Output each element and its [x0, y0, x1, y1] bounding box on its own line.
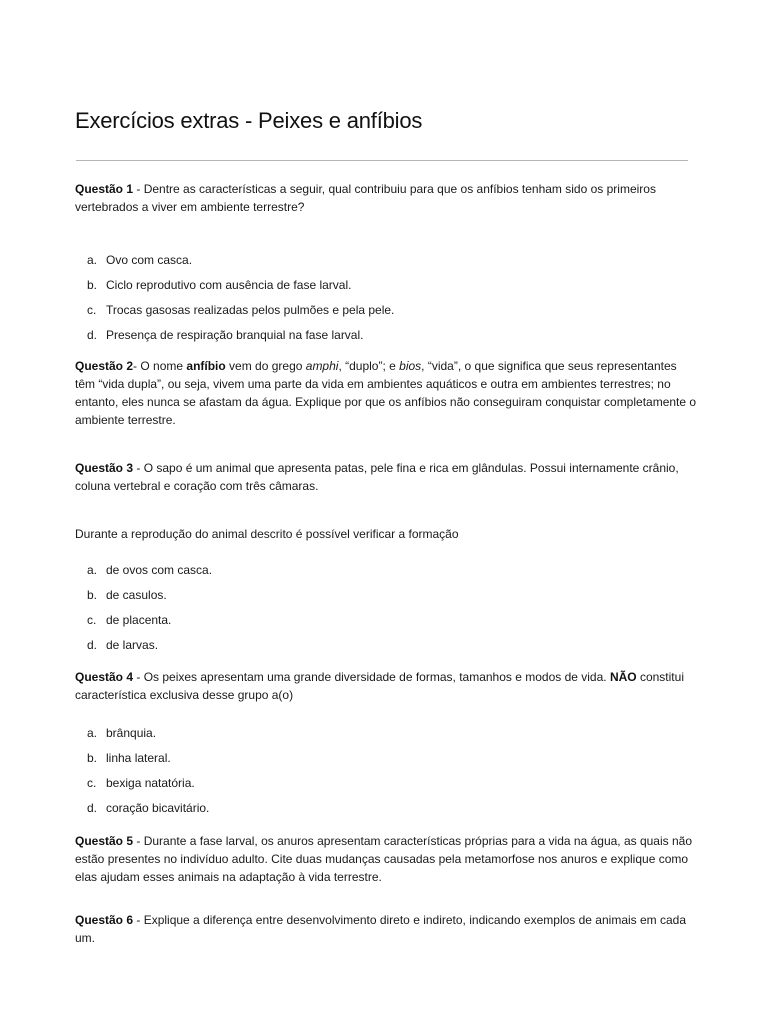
- question-1-text: - Dentre as características a seguir, qual contribuiu para que os anfíbios tenham sido os primeiros vertebrados a viver em ambiente terrestre?: [75, 182, 656, 214]
- question-1-options: [75, 252, 675, 352]
- question-3-label: Questão 3: [75, 461, 134, 475]
- question-2: [75, 357, 699, 429]
- question-2-greek-2: bios: [399, 359, 422, 373]
- option-letter: a.: [87, 563, 98, 577]
- question-2-text-4: , “vida”, o que significa que seus representantes têm “vida dupla”, ou seja, vivem uma parte da vida em ambientes aquáticos e outra em ambientes terrestres; no entanto, eles nunca se afastam da água. Explique por que os anfíbios não conseguiram conquistar completamente o ambiente terrestre.: [75, 359, 697, 427]
- question-5-label: Questão 5: [75, 834, 134, 848]
- option-text: de larvas.: [106, 638, 159, 652]
- question-5-text: - Durante a fase larval, os anuros apresentam características próprias para a vida na água, as quais não estão presentes no indivíduo adulto. Cite duas mudanças causadas pela metamorfose nos anuros e explique como elas ajudam esses animais na adaptação à vida terrestre.: [75, 834, 693, 884]
- option-item: [75, 725, 675, 750]
- option-text: Ciclo reprodutivo com ausência de fase larval.: [106, 278, 352, 292]
- option-text: de ovos com casca.: [106, 563, 213, 577]
- question-6-label: Questão 6: [75, 913, 134, 927]
- option-letter: a.: [87, 253, 98, 267]
- option-item: [75, 800, 675, 825]
- option-letter: c.: [87, 303, 97, 317]
- option-text: Trocas gasosas realizadas pelos pulmões e pela pele.: [106, 303, 395, 317]
- question-4-text-1: - Os peixes apresentam uma grande diversidade de formas, tamanhos e modos de vida.: [133, 670, 610, 684]
- option-item: [75, 302, 675, 327]
- title-divider: [76, 160, 688, 161]
- option-letter: d.: [87, 638, 98, 652]
- question-4-emphasis: NÃO: [609, 670, 637, 684]
- option-letter: c.: [87, 613, 97, 627]
- question-2-term: anfíbio: [186, 359, 226, 373]
- question-2-greek-1: amphi: [305, 359, 339, 373]
- question-4-text-2: constitui característica exclusiva desse grupo a(o): [75, 670, 684, 702]
- question-3-options: [75, 562, 675, 662]
- question-2-text-1: - O nome: [133, 359, 187, 373]
- option-text: linha lateral.: [106, 751, 171, 765]
- question-6-text: - Explique a diferença entre desenvolvimento direto e indireto, indicando exemplos de animais em cada um.: [75, 913, 687, 945]
- option-text: coração bicavitário.: [106, 801, 210, 815]
- question-4-options: [75, 725, 675, 825]
- option-letter: b.: [87, 278, 98, 292]
- question-6: [75, 911, 699, 947]
- question-3-prompt: Durante a reprodução do animal descrito é possível verificar a formação: [75, 527, 459, 541]
- question-3-text: - O sapo é um animal que apresenta patas, pele fina e rica em glândulas. Possui internamente crânio, coluna vertebral e coração com três câmaras.: [75, 461, 679, 493]
- question-1: [75, 180, 699, 216]
- option-letter: b.: [87, 588, 98, 602]
- question-3: [75, 459, 699, 495]
- option-letter: d.: [87, 328, 98, 342]
- option-item: [75, 587, 675, 612]
- option-text: brânquia.: [106, 726, 157, 740]
- option-text: bexiga natatória.: [106, 776, 195, 790]
- question-5: [75, 832, 699, 886]
- option-text: de placenta.: [106, 613, 172, 627]
- option-text: Ovo com casca.: [106, 253, 193, 267]
- option-letter: c.: [87, 776, 97, 790]
- option-item: [75, 775, 675, 800]
- page-title: Exercícios extras - Peixes e anfíbios: [75, 108, 423, 133]
- question-2-label: Questão 2: [75, 359, 134, 373]
- option-text: de casulos.: [106, 588, 167, 602]
- option-item: [75, 750, 675, 775]
- option-letter: d.: [87, 801, 98, 815]
- option-item: [75, 637, 675, 662]
- question-2-text-2: vem do grego: [225, 359, 306, 373]
- question-2-text-3: , “duplo”; e: [338, 359, 400, 373]
- question-1-label: Questão 1: [75, 182, 134, 196]
- option-item: [75, 252, 675, 277]
- question-4: [75, 668, 699, 704]
- option-text: Presença de respiração branquial na fase larval.: [106, 328, 364, 342]
- option-item: [75, 277, 675, 302]
- question-4-label: Questão 4: [75, 670, 134, 684]
- option-letter: b.: [87, 751, 98, 765]
- option-item: [75, 327, 675, 352]
- option-item: [75, 562, 675, 587]
- option-letter: a.: [87, 726, 98, 740]
- option-item: [75, 612, 675, 637]
